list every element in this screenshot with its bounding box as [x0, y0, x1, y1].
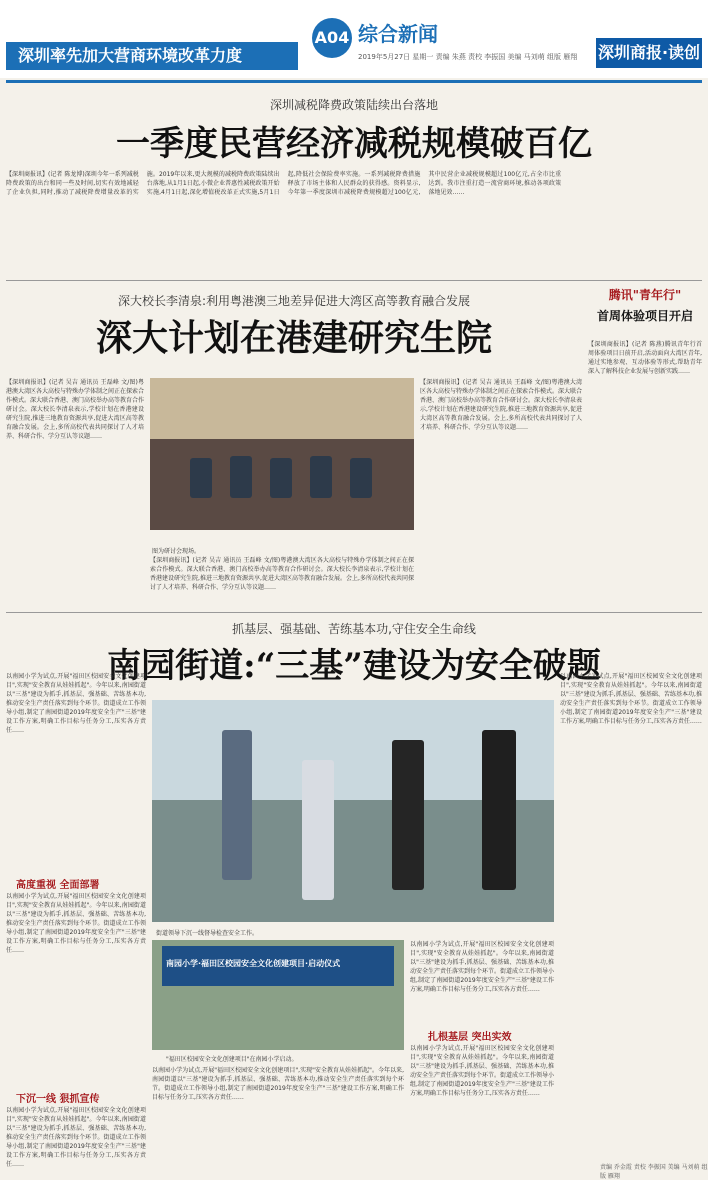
- divider: [6, 280, 702, 281]
- site-inspection-caption: 街道领导下沉一线督导检查安全工作。: [156, 930, 259, 937]
- masthead-rule: [6, 80, 702, 83]
- article1-headline: 一季度民营经济减税规模破百亿: [116, 124, 592, 164]
- page-number-badge: A04: [312, 18, 352, 58]
- article2-body-left: 【深圳商报讯】(记者 吴吉 通讯员 王磊峰 文/图)粤港澳大湾区各大高校与特殊办学体制之间正在探索合作模式。深大联合香港、澳门高校举办高等教育合作研讨会。深大校长李清泉表示,学校计划在香港建设研究生院,推进三地教育资源共享,促进大湾区高等教育融合发展。会上,多所高校代表共同探讨了人才培养、科研合作、学分互认等议题……: [6, 379, 145, 440]
- masthead-banner: 深圳率先加大营商环境改革力度: [6, 42, 298, 70]
- article3-headline: 南园街道:“三基”建设为安全破题: [107, 646, 601, 686]
- section-title: 综合新闻: [358, 22, 438, 46]
- sidebox-subtitle: 首周体验项目开启: [596, 309, 693, 323]
- article2-body-right: 【深圳商报讯】(记者 吴吉 通讯员 王磊峰 文/图)粤港澳大湾区各大高校与特殊办学体制之间正在探索合作模式。深大联合香港、澳门高校举办高等教育合作研讨会。深大校长李清泉表示,学校计划在香港建设研究生院,推进三地教育资源共享,促进大湾区高等教育融合发展。会上,多所高校代表共同探讨了人才培养、科研合作、学分互认等议题……: [420, 379, 583, 431]
- article3-kicker: 抓基层、强基础、苦练基本功,守住安全生命线: [232, 622, 476, 636]
- newspaper-logo: 深圳商报·读创: [596, 38, 702, 68]
- event-screen-text: 南园小学·福田区校园安全文化创建项目·启动仪式: [166, 959, 341, 968]
- school-event-photo: [152, 940, 404, 1050]
- footer-credits: 责编 乔金霞 责校 李振国 美编 马刘萌 组版 雁翔: [600, 1164, 708, 1180]
- article3-body-col1b: 以南园小学为试点,开展"福田区校园安全文化创建项目",实现"安全教育从娃娃抓起"。今年以来,南园街道以"三基"建设为抓手,抓基层、强基础、苦练基本功,推动安全生产责任落实到每个环节。街道成立工作领导小组,制定了南园街道2019年度安全生产"三基"建设工作方案,明确工作目标与任务分工,压实各方责任……: [6, 893, 146, 954]
- article2-kicker: 深大校长李清泉:利用粤港澳三地差异促进大湾区高等教育融合发展: [117, 294, 471, 308]
- conference-photo-caption: 图为研讨会现场。: [152, 548, 201, 555]
- article3-body-bottom: 以南园小学为试点,开展"福田区校园安全文化创建项目",实现"安全教育从娃娃抓起"。今年以来,南园街道以"三基"建设为抓手,抓基层、强基础、苦练基本功,推动安全生产责任落实到每个环节。街道成立工作领导小组,制定了南园街道2019年度安全生产"三基"建设工作方案,明确工作目标与任务分工,压实各方责任……: [152, 1067, 404, 1101]
- article2-body-bottom: 【深圳商报讯】(记者 吴吉 通讯员 王磊峰 文/图)粤港澳大湾区各大高校与特殊办学体制之间正在探索合作模式。深大联合香港、澳门高校举办高等教育合作研讨会。深大校长李清泉表示,学校计划在香港建设研究生院,推进三地教育资源共享,促进大湾区高等教育融合发展。会上,多所高校代表共同探讨了人才培养、科研合作、学分互认等议题……: [150, 557, 414, 591]
- dateline: 2019年5月27日 星期一 责编 朱燕 责校 李振国 美编 马刘萌 组版 雁翔: [358, 53, 578, 61]
- sidebox-title: 腾讯"青年行": [608, 288, 682, 302]
- subhead-frontline: 下沉一线 狠抓宣传: [16, 1094, 100, 1105]
- sidebox-body: 【深圳商报讯】(记者 陈燕)腾讯青年行首周体验项目日前开启,活动面向大湾区青年,通过实地参观、互动体验等形式,帮助青年深入了解科技企业发展与创新实践……: [588, 341, 702, 375]
- article3-body-mid: 以南园小学为试点,开展"福田区校园安全文化创建项目",实现"安全教育从娃娃抓起"。今年以来,南园街道以"三基"建设为抓手,抓基层、强基础、苦练基本功,推动安全生产责任落实到每个环节。街道成立工作领导小组,制定了南园街道2019年度安全生产"三基"建设工作方案,明确工作目标与任务分工,压实各方责任……: [410, 941, 555, 993]
- sidebox: [588, 286, 702, 336]
- article1-body: 【深圳商报讯】(记者 陈龙博)深圳今年一系列减税降费政策的出台和同一些及时间,切实有效地减轻了企业负担,同时,推动了减税降费增量改革的实施。2019年以来,更大规模的减税降费政策陆续出台落地,从1月1日起,小微企业普惠性减税政策开始实施,4月1日起,深化增值税改革正式实施,5月1日起,降低社会保险费率实施。一系列减税降费措施释放了市场主体和人民群众的获得感。资料显示,今年第一季度深圳市减税降费规模超过100亿元,其中民营企业减税规模超过100亿元,占全市比重达到。我市注重打造一流营商环境,推动各项政策落地见效……: [6, 171, 562, 196]
- masthead: [0, 0, 708, 78]
- conference-photo: [150, 378, 414, 530]
- divider: [6, 612, 702, 613]
- subhead-high-priority: 高度重视 全面部署: [16, 880, 100, 891]
- article3-body-mid2: 以南园小学为试点,开展"福田区校园安全文化创建项目",实现"安全教育从娃娃抓起"。今年以来,南园街道以"三基"建设为抓手,抓基层、强基础、苦练基本功,推动安全生产责任落实到每个环节。街道成立工作领导小组,制定了南园街道2019年度安全生产"三基"建设工作方案,明确工作目标与任务分工,压实各方责任……: [410, 1045, 555, 1097]
- article2-headline: 深大计划在港建研究生院: [95, 317, 492, 359]
- article1-kicker: 深圳减税降费政策陆续出台落地: [269, 98, 438, 112]
- article3-body-col1: 以南园小学为试点,开展"福田区校园安全文化创建项目",实现"安全教育从娃娃抓起"。今年以来,南园街道以"三基"建设为抓手,抓基层、强基础、苦练基本功,推动安全生产责任落实到每个环节。街道成立工作领导小组,制定了南园街道2019年度安全生产"三基"建设工作方案,明确工作目标与任务分工,压实各方责任……: [6, 673, 146, 734]
- article3-body-right: 以南园小学为试点,开展"福田区校园安全文化创建项目",实现"安全教育从娃娃抓起"。今年以来,南园街道以"三基"建设为抓手,抓基层、强基础、苦练基本功,推动安全生产责任落实到每个环节。街道成立工作领导小组,制定了南园街道2019年度安全生产"三基"建设工作方案,明确工作目标与任务分工,压实各方责任……: [560, 673, 702, 725]
- school-event-caption: "福田区校园安全文化创建项目"在南园小学启动。: [166, 1056, 298, 1063]
- site-inspection-photo: [152, 700, 554, 922]
- subhead-grassroots: 扎根基层 突出实效: [428, 1032, 512, 1043]
- article3-body-col1c: 以南园小学为试点,开展"福田区校园安全文化创建项目",实现"安全教育从娃娃抓起"。今年以来,南园街道以"三基"建设为抓手,抓基层、强基础、苦练基本功,推动安全生产责任落实到每个环节。街道成立工作领导小组,制定了南园街道2019年度安全生产"三基"建设工作方案,明确工作目标与任务分工,压实各方责任……: [6, 1107, 146, 1168]
